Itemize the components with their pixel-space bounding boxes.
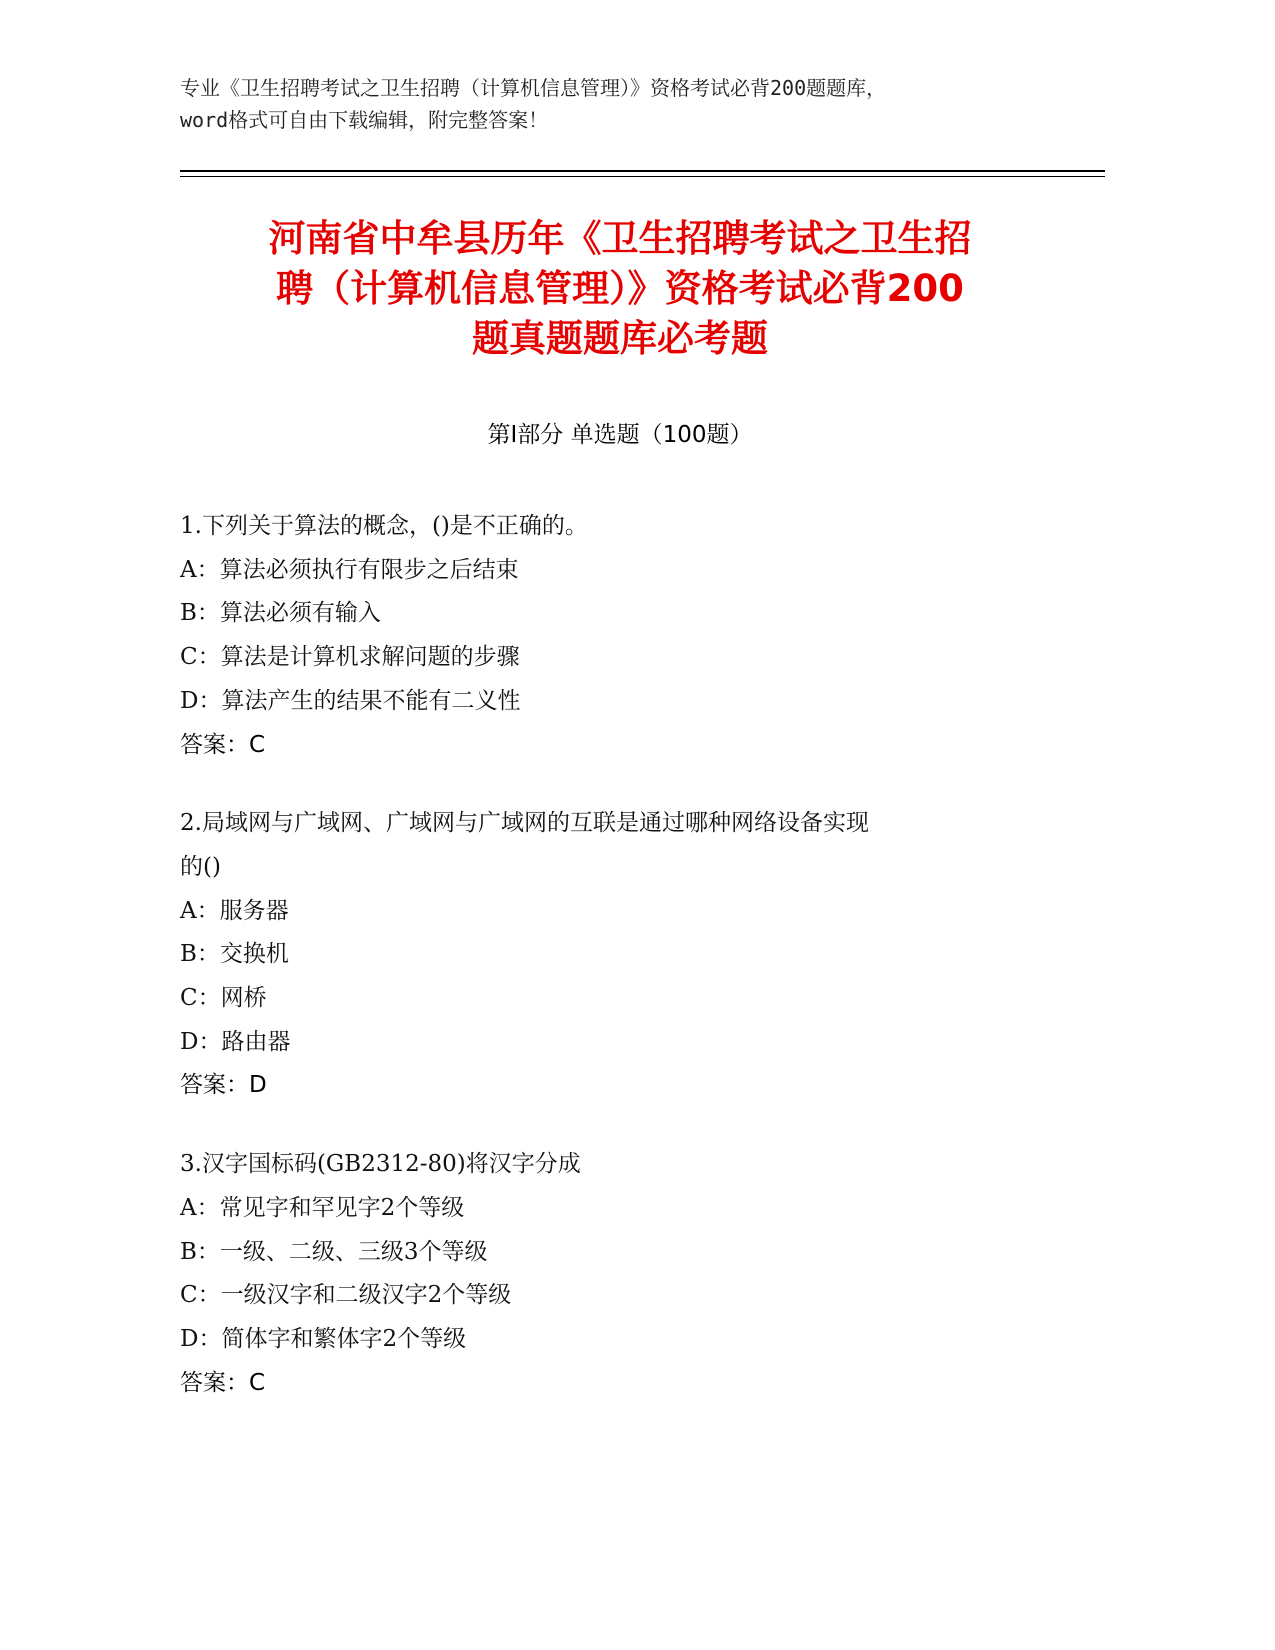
answer: 答案：D bbox=[180, 1072, 267, 1099]
option-d: D：算法产生的结果不能有二义性 bbox=[180, 687, 521, 714]
question-1 bbox=[180, 505, 1060, 767]
option-d: D：路由器 bbox=[180, 1028, 291, 1055]
question-stem: 1.下列关于算法的概念，()是不正确的。 bbox=[180, 513, 588, 539]
document-title bbox=[180, 214, 1060, 364]
option-a: A：服务器 bbox=[180, 897, 289, 924]
header-note-line-2: word格式可自由下载编辑，附完整答案！ bbox=[180, 108, 549, 132]
question-stem: 2.局域网与广域网、广域网与广域网的互联是通过哪种网络设备实现 bbox=[180, 810, 869, 837]
question-list bbox=[180, 505, 1060, 1440]
question-3 bbox=[180, 1143, 1060, 1405]
section-heading: 第Ⅰ部分 单选题（100题） bbox=[487, 422, 753, 448]
question-stem: 3.汉字国标码(GB2312-80)将汉字分成 bbox=[180, 1151, 581, 1178]
option-b: B：交换机 bbox=[180, 941, 289, 968]
option-b: B：算法必须有输入 bbox=[180, 600, 381, 627]
header-rule-thick bbox=[180, 170, 1105, 172]
option-a: A：常见字和罕见字2个等级 bbox=[180, 1194, 465, 1221]
option-c: C：算法是计算机求解问题的步骤 bbox=[180, 644, 520, 671]
option-c: C：网桥 bbox=[180, 985, 267, 1012]
document-title-line-2: 聘（计算机信息管理）》资格考试必背200 bbox=[276, 267, 964, 310]
option-a: A：算法必须执行有限步之后结束 bbox=[180, 556, 519, 583]
header-rule-thin bbox=[180, 176, 1105, 177]
question-stem-continued: 的() bbox=[180, 853, 221, 880]
header-note-line-1: 专业《卫生招聘考试之卫生招聘（计算机信息管理）》资格考试必背200题题库， bbox=[180, 76, 887, 100]
option-b: B：一级、二级、三级3个等级 bbox=[180, 1238, 488, 1265]
header-note bbox=[180, 72, 1100, 136]
answer: 答案：C bbox=[180, 1369, 266, 1396]
option-d: D：简体字和繁体字2个等级 bbox=[180, 1325, 467, 1352]
option-c: C：一级汉字和二级汉字2个等级 bbox=[180, 1282, 512, 1309]
document-title-line-1: 河南省中牟县历年《卫生招聘考试之卫生招 bbox=[268, 217, 972, 260]
question-2 bbox=[180, 802, 1060, 1108]
answer: 答案：C bbox=[180, 731, 266, 758]
document-title-line-3: 题真题题库必考题 bbox=[472, 317, 768, 360]
